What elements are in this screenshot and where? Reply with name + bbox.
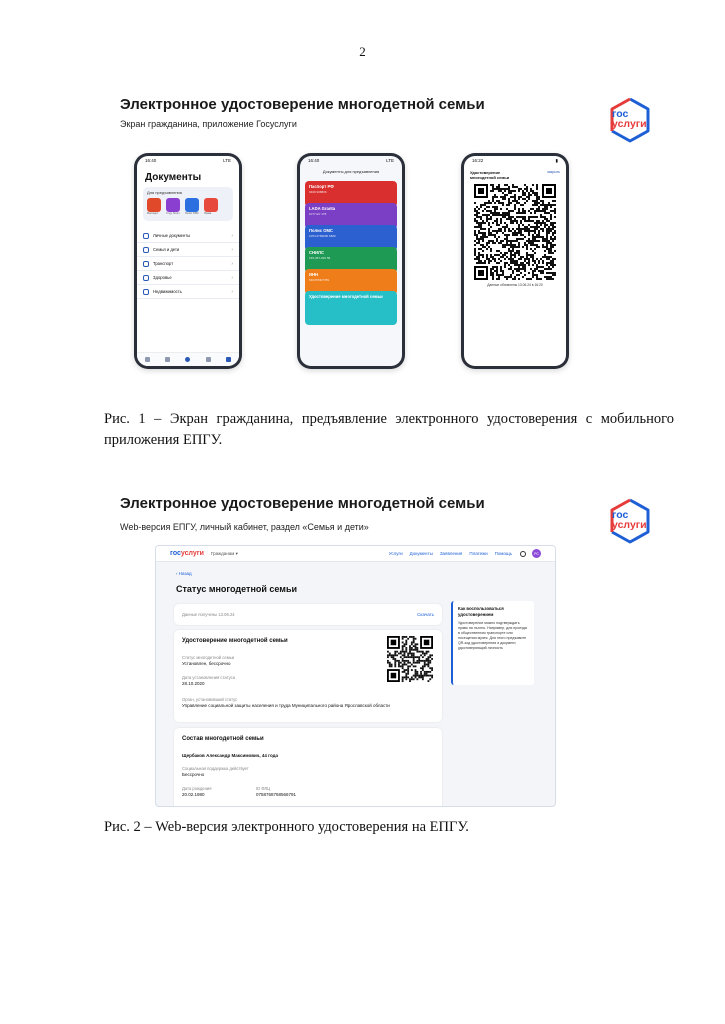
audience-selector[interactable]: Гражданам ▾: [210, 550, 238, 556]
nav-services[interactable]: Услуги: [388, 551, 403, 556]
card-name: LADA Granta: [309, 206, 336, 211]
slide2-title: Электронное удостоверение многодетной семьи: [120, 495, 485, 512]
organ-label: Орган, установивший статус: [182, 697, 238, 702]
composition-title: Состав многодетной семьи: [182, 736, 264, 742]
id-value: 0758768768566791: [256, 792, 297, 797]
nav-documents[interactable]: Документы: [409, 551, 433, 556]
birth-label: Дата рождения: [182, 786, 212, 791]
birth-value: 20.02.1980: [182, 792, 205, 797]
search-icon[interactable]: [520, 551, 526, 557]
menu-item-transport[interactable]: [137, 257, 239, 271]
chevron-right-icon: ›: [231, 260, 233, 267]
organ-value: Управление социальной защиты населения и труда Муниципального района Ярославской области: [182, 703, 390, 708]
tile-label: Студ. билет: [166, 212, 180, 215]
menu-label: Здоровье: [153, 275, 172, 280]
logo-text-uslugi: услуги: [612, 118, 647, 130]
house-icon: [143, 289, 149, 295]
phone-signal: LTE: [223, 158, 231, 163]
card-name: Паспорт РФ: [309, 184, 334, 189]
menu-label: Недвижимость: [153, 289, 182, 294]
phone-cards-screen: [297, 153, 405, 369]
page-number: 2: [359, 44, 366, 59]
chevron-right-icon: ›: [231, 274, 233, 281]
qr-code: [474, 184, 556, 280]
date-label: Дата установления статуса: [182, 675, 236, 680]
card-name: Удостоверение многодетной семьи: [309, 294, 383, 299]
support-label: Социальная поддержка действует: [182, 766, 249, 771]
qr-update-note: Данные обновлены 13.06.24 в 16:20: [487, 283, 543, 287]
menu-item-health[interactable]: [137, 271, 239, 285]
phone-signal: LTE: [386, 158, 394, 163]
phone-qr-screen: [461, 153, 569, 369]
presentation-panel[interactable]: [143, 187, 233, 221]
tile-multichild[interactable]: [147, 198, 161, 212]
page-title: Статус многодетной семьи: [176, 584, 298, 594]
tile-label: Полис ОМС: [185, 212, 199, 215]
close-link[interactable]: закрыть: [547, 170, 560, 174]
certificate-card: [174, 630, 442, 722]
documents-title: Документы: [145, 172, 202, 183]
phone-time: 16:40: [145, 158, 157, 163]
card-value: 0409 908836: [309, 190, 327, 194]
family-icon: [143, 247, 149, 253]
date-value: 28.10.2020: [182, 681, 205, 686]
portal-logo[interactable]: [170, 550, 204, 557]
phone-time: 16:40: [308, 158, 320, 163]
tile-license[interactable]: [204, 198, 218, 212]
phone-time: 16:22: [472, 158, 484, 163]
tab-bar[interactable]: [137, 352, 239, 366]
card-multichild[interactable]: [305, 291, 397, 325]
card-value: 540378407789: [309, 278, 330, 282]
back-link[interactable]: ‹ Назад: [176, 571, 192, 576]
folder-icon: [143, 233, 149, 239]
menu-item-family[interactable]: [137, 243, 239, 257]
avatar[interactable]: РС: [532, 549, 541, 558]
qr-title: Удостоверение многодетной семьи: [470, 170, 510, 180]
tile-student[interactable]: [166, 198, 180, 212]
card-value: 1077 ЕУ 178: [309, 212, 327, 216]
figure2-caption: Рис. 2 – Web-версия электронного удостоверения на ЕПГУ.: [104, 819, 469, 835]
tile-oms[interactable]: [185, 198, 199, 212]
how-to-title: Как воспользоваться удостоверением: [458, 606, 504, 617]
chevron-right-icon: ›: [231, 288, 233, 295]
person-name: Щербаков Александр Максимович, 44 года: [182, 753, 279, 758]
card-value: 1054 0769000 6826: [309, 234, 336, 238]
health-icon: [143, 275, 149, 281]
menu-label: Личные документы: [153, 233, 191, 238]
family-composition-card: [174, 728, 442, 807]
brand-part: гос: [170, 550, 181, 557]
card-name: ИНН: [309, 272, 319, 277]
presentation-label: Для предъявления: [147, 190, 182, 195]
qr-code: [387, 636, 433, 682]
nav-applications[interactable]: Заявления: [439, 551, 463, 556]
chevron-right-icon: ›: [231, 232, 233, 239]
web-portal-screenshot: [155, 545, 556, 807]
download-link[interactable]: Скачать: [417, 612, 434, 617]
tile-label: Права: [204, 212, 212, 215]
data-received-text: Данные получены 13.06.24: [182, 612, 235, 617]
status-value: Установлен, бессрочно: [182, 661, 231, 666]
status-label: Статус многодетной семьи: [182, 655, 235, 660]
services-icon[interactable]: [165, 357, 170, 362]
car-icon: [143, 261, 149, 267]
how-to-use-box: [451, 601, 534, 685]
home-icon[interactable]: [145, 357, 150, 362]
logo-text-gos: гос: [612, 509, 629, 521]
figure1-caption: Рис. 1 – Экран гражданина, предъявление электронного удостоверения с мобильного приложения ЕПГУ.: [104, 411, 674, 448]
battery-icon: ▮: [555, 158, 558, 163]
logo-text-gos: гос: [612, 108, 629, 120]
gosuslugi-logo: [606, 497, 654, 545]
brand-part: услуги: [180, 550, 204, 557]
gosuslugi-logo: [606, 96, 654, 144]
menu-label: Транспорт: [153, 261, 174, 266]
menu-item-personal-docs[interactable]: [137, 229, 239, 243]
nav-help[interactable]: Помощь: [494, 551, 512, 556]
card-name: СНИЛС: [309, 250, 325, 255]
cards-header: Документы для предъявления: [322, 169, 380, 174]
slide1-subtitle: Экран гражданина, приложение Госуслуги: [120, 119, 297, 129]
nav-payments[interactable]: Платежи: [469, 551, 488, 556]
card-name: Полис ОМС: [309, 228, 333, 233]
portal-header: [156, 546, 555, 562]
chevron-right-icon: ›: [231, 246, 233, 253]
logo-text-uslugi: услуги: [612, 519, 647, 531]
documents-icon[interactable]: [226, 357, 231, 362]
slide2-subtitle: Web-версия ЕПГУ, личный кабинет, раздел «Семья и дети»: [120, 522, 369, 532]
phone-documents-screen: [134, 153, 242, 369]
data-received-card: [174, 604, 442, 625]
slide1-title: Электронное удостоверение многодетной семьи: [120, 96, 485, 113]
certificate-title: Удостоверение многодетной семьи: [182, 638, 288, 644]
payments-icon[interactable]: [206, 357, 211, 362]
robot-icon[interactable]: [185, 357, 190, 362]
support-value: Бессрочно: [182, 772, 205, 777]
tile-label: Многодет.: [147, 212, 159, 215]
menu-item-realty[interactable]: [137, 285, 239, 299]
card-value: 165-457-030 58: [309, 256, 331, 260]
how-to-body: Удостоверение можно подтверждать право на льготы. Например, для проезда в общественном транспорте или посещения музея. Для этого предъявите QR-код удостоверения и документ, удостоверяющий личность: [458, 621, 527, 650]
id-label: ID ФЛЦ: [256, 786, 271, 791]
menu-label: Семья и дети: [153, 247, 180, 252]
